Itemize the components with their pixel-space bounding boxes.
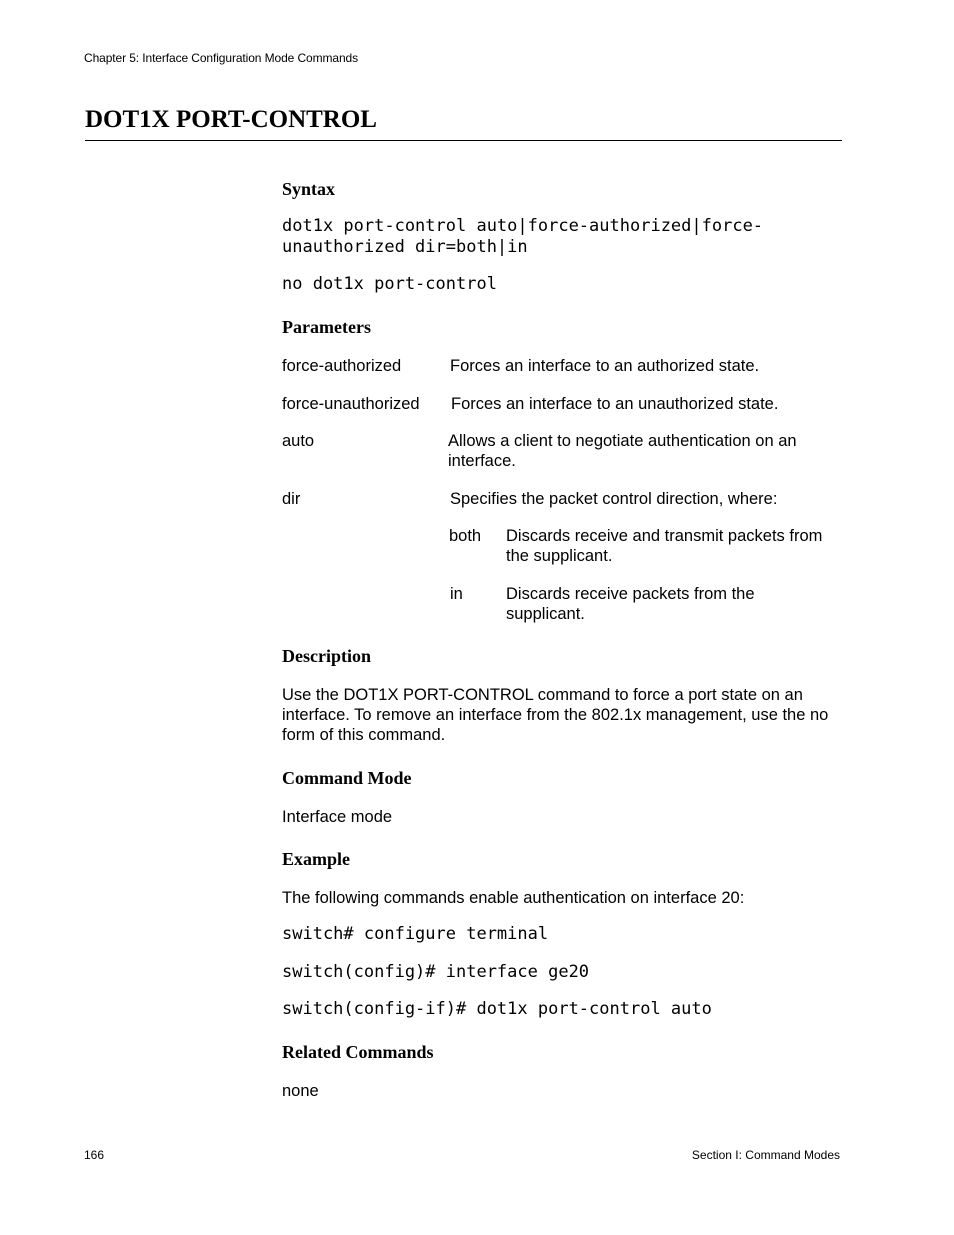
subparam-name: in <box>450 585 463 603</box>
syntax-line-2: unauthorized dir=both|in <box>282 237 528 257</box>
param-desc: Forces an interface to an unauthorized state. <box>451 395 779 413</box>
related-text: none <box>282 1082 319 1100</box>
example-intro: The following commands enable authentication on interface 20: <box>282 889 745 907</box>
syntax-line-3: no dot1x port-control <box>282 274 497 294</box>
example-code-line: switch(config-if)# dot1x port-control auto <box>282 999 712 1019</box>
command-mode-heading: Command Mode <box>282 768 412 788</box>
param-name: force-unauthorized <box>282 395 420 413</box>
description-heading: Description <box>282 646 371 666</box>
example-heading: Example <box>282 849 351 869</box>
example-code-line: switch# configure terminal <box>282 924 549 944</box>
parameters-heading: Parameters <box>282 317 371 337</box>
subparam-name: both <box>449 527 482 545</box>
syntax-line-1: dot1x port-control auto|force-authorized|force- <box>282 216 764 236</box>
param-desc: Allows a client to negotiate authentication on an interface. <box>448 432 797 470</box>
param-desc: Specifies the packet control direction, where: <box>450 490 778 508</box>
title-rule <box>85 140 842 141</box>
subparam-desc: Discards receive packets from the supplicant. <box>506 585 755 623</box>
param-name: dir <box>282 490 301 508</box>
page-number: 166 <box>84 1148 105 1162</box>
param-name: auto <box>282 432 315 450</box>
chapter-header: Chapter 5: Interface Configuration Mode Commands <box>84 51 359 65</box>
syntax-heading: Syntax <box>282 179 336 199</box>
param-desc: Forces an interface to an authorized state. <box>450 357 760 375</box>
example-code-line: switch(config)# interface ge20 <box>282 962 590 982</box>
section-footer: Section I: Command Modes <box>691 1148 840 1162</box>
related-heading: Related Commands <box>282 1042 434 1062</box>
param-name: force-authorized <box>282 357 402 375</box>
description-text: Use the DOT1X PORT-CONTROL command to force a port state on an interface. To remove an interface from the 802.1x management, use the no form of this command. <box>282 686 829 744</box>
subparam-desc: Discards receive and transmit packets from the supplicant. <box>506 527 823 565</box>
command-mode-text: Interface mode <box>282 808 393 826</box>
page-title: DOT1X PORT-CONTROL <box>85 106 377 133</box>
